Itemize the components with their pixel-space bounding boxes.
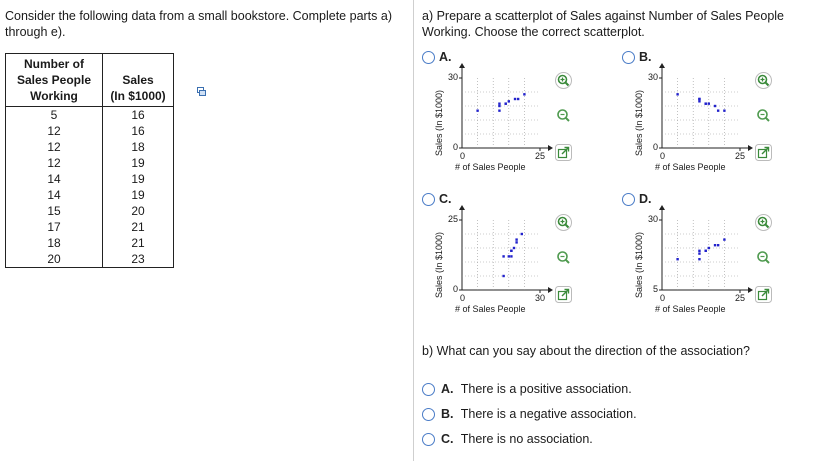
data-point [698, 98, 700, 100]
y-tick-label-bottom: 5 [653, 284, 659, 294]
option-letter: C. [439, 192, 452, 206]
y-tick-label-bottom: 0 [453, 284, 459, 294]
x-tick-label-right: 30 [535, 293, 546, 303]
y-tick-label-bottom: 0 [453, 142, 459, 152]
x-tick-label-left: 0 [460, 151, 466, 161]
popout-icon[interactable] [555, 144, 572, 161]
data-point [704, 102, 706, 104]
data-point [708, 102, 710, 104]
data-point [515, 238, 517, 240]
people-cell: 12 [47, 124, 61, 138]
zoom-in-icon[interactable] [755, 214, 772, 231]
data-point [517, 98, 519, 100]
data-point [515, 241, 517, 243]
x-tick-label-left: 0 [660, 151, 666, 161]
data-point [717, 244, 719, 246]
data-point [723, 109, 725, 111]
zoom-in-icon[interactable] [555, 72, 572, 89]
zoom-out-icon[interactable] [555, 107, 572, 124]
sales-column [103, 107, 174, 268]
part-b-prompt: b) What can you say about the direction of the association? [422, 344, 750, 358]
data-point [698, 258, 700, 260]
zoom-out-icon[interactable] [755, 249, 772, 266]
data-point [513, 247, 515, 249]
data-point [502, 255, 504, 257]
y-axis-label: Sales (In $1000) [434, 231, 444, 298]
popout-icon[interactable] [755, 286, 772, 303]
data-table [5, 53, 174, 268]
data-point [698, 100, 700, 102]
data-point [502, 275, 504, 277]
x-axis-label: # of Sales People [655, 162, 726, 172]
choice-letter: B. [441, 407, 454, 421]
y-axis-label: Sales (In $1000) [434, 89, 444, 156]
choice-option[interactable] [441, 407, 637, 421]
choice-radio[interactable] [422, 383, 435, 396]
choice-radio[interactable] [422, 433, 435, 446]
x-axis-label: # of Sales People [655, 304, 726, 314]
zoom-in-icon[interactable] [555, 214, 572, 231]
data-point [504, 102, 506, 104]
data-point [717, 109, 719, 111]
zoom-out-icon[interactable] [755, 107, 772, 124]
question-prompt: Consider the following data from a small bookstore. Complete parts a) through e). [5, 9, 392, 39]
sales-cell: 20 [131, 204, 145, 218]
sales-cell: 21 [131, 236, 145, 250]
copy-table-icon[interactable] [197, 87, 206, 96]
data-point [510, 255, 512, 257]
data-point [698, 250, 700, 252]
x-tick-label-right: 25 [735, 151, 746, 161]
choice-letter: A. [441, 382, 454, 396]
option-radio[interactable] [422, 51, 435, 64]
people-cell: 17 [47, 220, 61, 234]
x-axis-label: # of Sales People [455, 162, 526, 172]
data-point [514, 98, 516, 100]
choice-radio[interactable] [422, 408, 435, 421]
choice-text: There is a negative association. [457, 407, 637, 421]
data-point [523, 93, 525, 95]
x-tick-label-right: 25 [735, 293, 746, 303]
x-axis-arrow [748, 287, 753, 293]
data-point [498, 102, 500, 104]
y-axis-arrow [659, 63, 665, 68]
y-tick-label-top: 25 [448, 214, 459, 224]
data-point [504, 102, 506, 104]
data-point [704, 250, 706, 252]
x-axis-arrow [548, 287, 553, 293]
x-axis-arrow [748, 145, 753, 151]
choice-option[interactable] [441, 432, 593, 446]
data-point [723, 238, 725, 240]
sales-cell: 19 [131, 188, 145, 202]
y-axis-label: Sales (In $1000) [634, 231, 644, 298]
col-header-sales: Sales (In $1000) [103, 54, 174, 107]
people-cell: 20 [47, 252, 61, 266]
choice-letter: C. [441, 432, 454, 446]
data-point [704, 102, 706, 104]
people-cell: 12 [47, 156, 61, 170]
x-axis-arrow [548, 145, 553, 151]
y-tick-label-top: 30 [648, 72, 659, 82]
data-point [498, 109, 500, 111]
people-cell: 15 [47, 204, 61, 218]
option-radio[interactable] [422, 193, 435, 206]
data-point [510, 250, 512, 252]
zoom-out-icon[interactable] [555, 249, 572, 266]
people-cell: 14 [47, 188, 61, 202]
option-letter: D. [639, 192, 652, 206]
data-point [676, 93, 678, 95]
zoom-in-icon[interactable] [755, 72, 772, 89]
people-cell: 5 [50, 108, 58, 122]
data-point [714, 244, 716, 246]
sales-cell: 23 [131, 252, 145, 266]
data-point [508, 100, 510, 102]
y-axis-arrow [459, 205, 465, 210]
part-a-prompt: a) Prepare a scatterplot of Sales against Number of Sales People Working. Choose the correct scatterplot. [422, 9, 785, 39]
option-letter: A. [439, 50, 452, 64]
option-radio[interactable] [622, 51, 635, 64]
choice-text: There is a positive association. [457, 382, 632, 396]
y-axis-arrow [659, 205, 665, 210]
data-point [698, 98, 700, 100]
people-cell: 12 [47, 140, 61, 154]
y-tick-label-top: 30 [648, 214, 659, 224]
sales-cell: 19 [131, 156, 145, 170]
col-header-people: Number of Sales People Working [6, 54, 103, 107]
data-point [708, 247, 710, 249]
sales-cell: 16 [131, 124, 145, 138]
sales-cell: 19 [131, 172, 145, 186]
people-cell: 14 [47, 172, 61, 186]
option-radio[interactable] [622, 193, 635, 206]
data-point [676, 258, 678, 260]
data-point [714, 105, 716, 107]
sales-cell: 18 [131, 140, 145, 154]
data-point [508, 255, 510, 257]
x-tick-label-right: 25 [535, 151, 546, 161]
data-point [476, 109, 478, 111]
data-point [521, 233, 523, 235]
data-point [498, 105, 500, 107]
people-column [6, 107, 103, 268]
popout-icon[interactable] [555, 286, 572, 303]
data-point [510, 250, 512, 252]
choice-text: There is no association. [457, 432, 593, 446]
people-cell: 18 [47, 236, 61, 250]
option-letter: B. [639, 50, 652, 64]
x-tick-label-left: 0 [660, 293, 666, 303]
y-axis-arrow [459, 63, 465, 68]
choice-option[interactable] [441, 382, 632, 396]
data-point [698, 252, 700, 254]
y-tick-label-bottom: 0 [653, 142, 659, 152]
y-axis-label: Sales (In $1000) [634, 89, 644, 156]
x-axis-label: # of Sales People [455, 304, 526, 314]
popout-icon[interactable] [755, 144, 772, 161]
sales-cell: 21 [131, 220, 145, 234]
sales-cell: 16 [131, 108, 145, 122]
y-tick-label-top: 30 [448, 72, 459, 82]
panel-divider [413, 0, 414, 461]
x-tick-label-left: 0 [460, 293, 466, 303]
data-point [704, 250, 706, 252]
